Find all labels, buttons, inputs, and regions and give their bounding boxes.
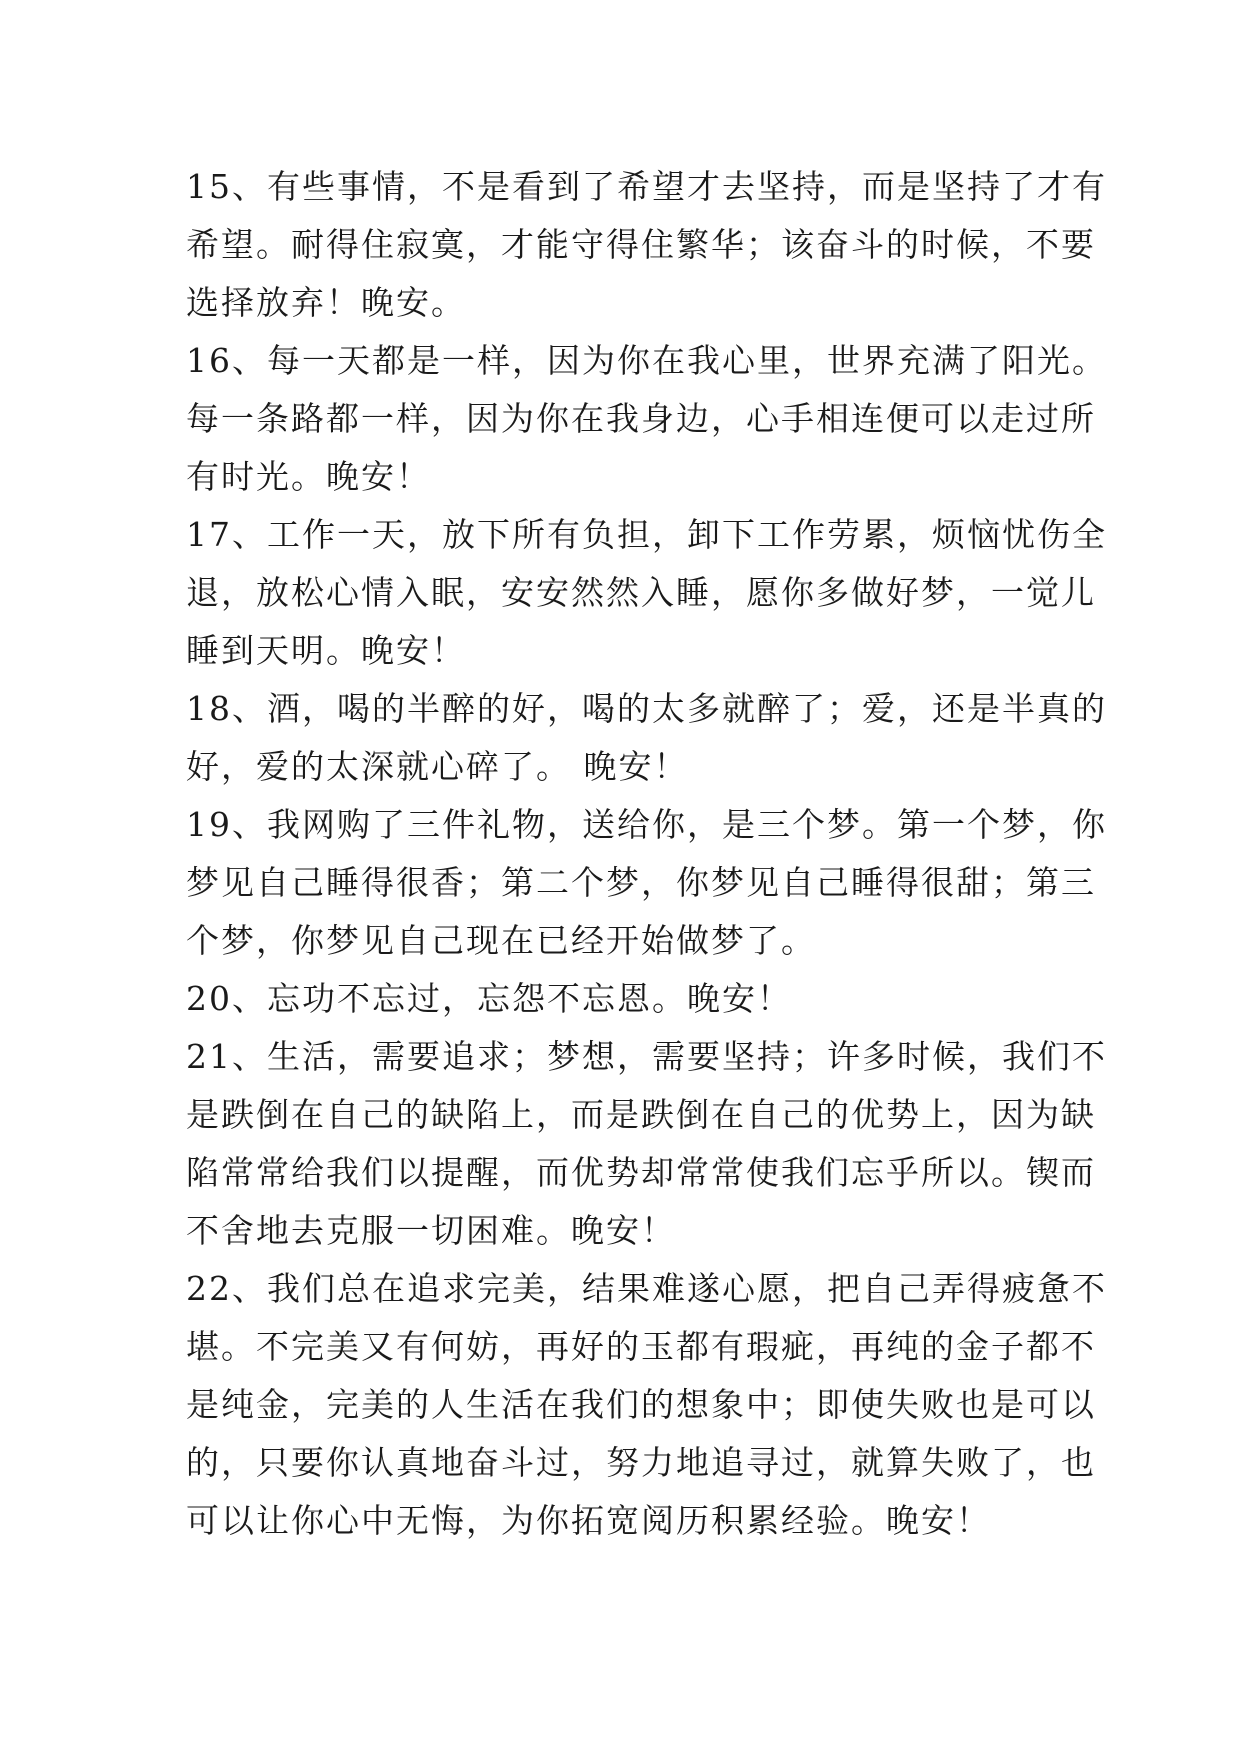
text-line: 是跌倒在自己的缺陷上，而是跌倒在自己的优势上，因为缺 <box>186 1095 1096 1134</box>
text-line: 16、每一天都是一样，因为你在我心里，世界充满了阳光。 <box>186 341 1107 380</box>
text-line: 20、忘功不忘过，忘怨不忘恩。晚安！ <box>186 979 792 1018</box>
text-line: 15、有些事情，不是看到了希望才去坚持，而是坚持了才有 <box>186 167 1107 206</box>
text-line: 个梦，你梦见自己现在已经开始做梦了。 <box>186 921 816 960</box>
text-line: 好，爱的太深就心碎了。 晚安！ <box>186 747 689 786</box>
document-body <box>186 158 1107 1550</box>
text-line: 17、工作一天，放下所有负担，卸下工作劳累，烦恼忧伤全 <box>186 515 1107 554</box>
text-line: 可以让你心中无悔，为你拓宽阅历积累经验。晚安！ <box>186 1501 991 1540</box>
text-line: 每一条路都一样，因为你在我身边，心手相连便可以走过所 <box>186 399 1096 438</box>
text-line: 睡到天明。晚安！ <box>186 631 466 670</box>
text-line: 陷常常给我们以提醒，而优势却常常使我们忘乎所以。锲而 <box>186 1153 1096 1192</box>
text-line: 有时光。晚安！ <box>186 457 431 496</box>
text-line: 退，放松心情入眠，安安然然入睡，愿你多做好梦，一觉儿 <box>186 573 1096 612</box>
text-line: 选择放弃！晚安。 <box>186 283 466 322</box>
text-line: 22、我们总在追求完美，结果难遂心愿，把自己弄得疲惫不 <box>186 1269 1107 1308</box>
text-line: 堪。不完美又有何妨，再好的玉都有瑕疵，再纯的金子都不 <box>186 1327 1096 1366</box>
text-line: 的，只要你认真地奋斗过，努力地追寻过，就算失败了，也 <box>186 1443 1096 1482</box>
text-line: 18、酒，喝的半醉的好，喝的太多就醉了；爱，还是半真的 <box>186 689 1107 728</box>
text-line: 不舍地去克服一切困难。晚安！ <box>186 1211 676 1250</box>
text-line: 21、生活，需要追求；梦想，需要坚持；许多时候，我们不 <box>186 1037 1107 1076</box>
text-line: 希望。耐得住寂寞，才能守得住繁华；该奋斗的时候，不要 <box>186 225 1096 264</box>
text-line: 是纯金，完美的人生活在我们的想象中；即使失败也是可以 <box>186 1385 1096 1424</box>
text-line: 梦见自己睡得很香；第二个梦，你梦见自己睡得很甜；第三 <box>186 863 1096 902</box>
text-line: 19、我网购了三件礼物，送给你，是三个梦。第一个梦，你 <box>186 805 1107 844</box>
